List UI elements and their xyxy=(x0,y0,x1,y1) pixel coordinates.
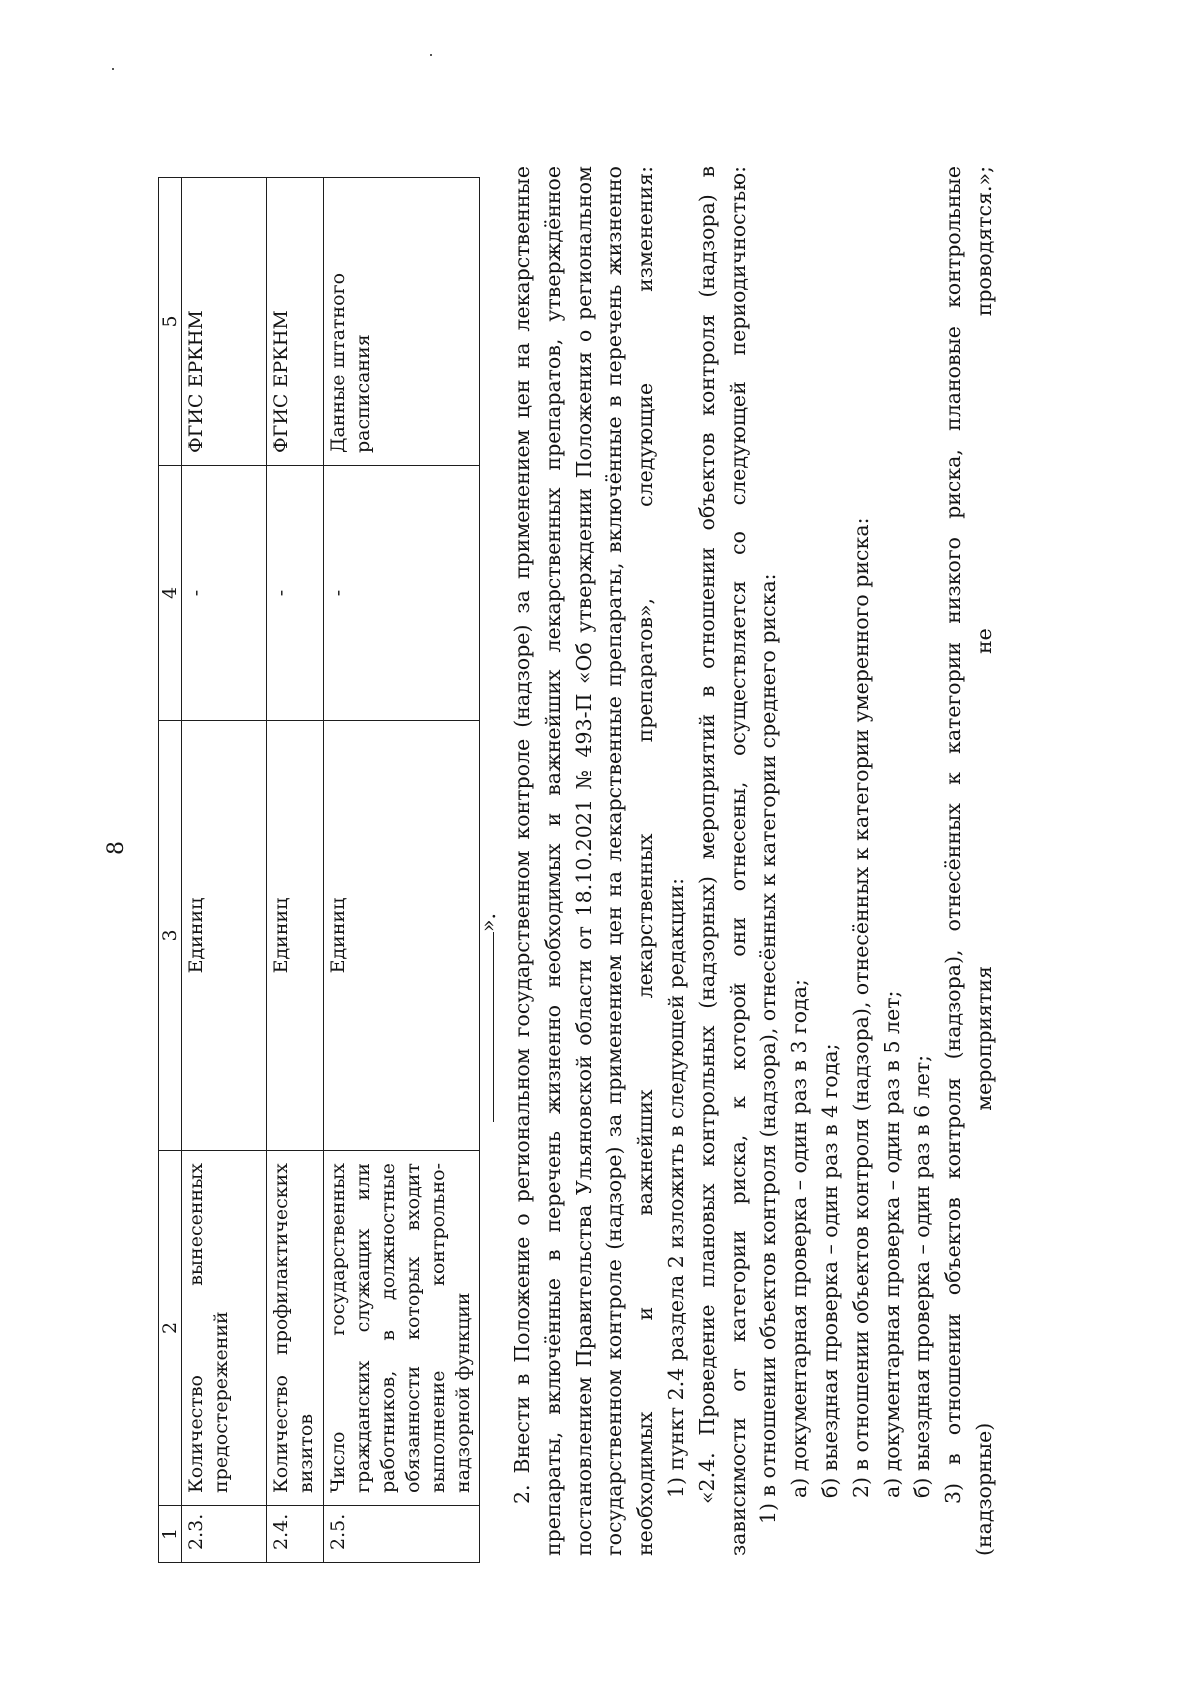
paragraph-item-1: 1) пункт 2.4 раздела 2 изложить в следующей редакции: xyxy=(663,877,688,1498)
category-1-b: б) выездная проверка – один раз в 4 года; xyxy=(817,1043,842,1498)
source-cell: ФГИС ЕРКНМ xyxy=(267,178,324,466)
category-1-a: а) документарная проверка – один раз в 3 года; xyxy=(787,979,812,1498)
category-2-a: а) документарная проверка – один раз в 5 лет; xyxy=(879,990,904,1498)
page-number: 8 xyxy=(104,841,129,855)
category-3: 3) в отношении объектов контроля (надзора), отнесённых к категории низкого риска, плановые контрольные (надзорные) мероприятия не проводятся.»; xyxy=(941,166,996,1556)
closing-quote: ». xyxy=(476,912,500,932)
row-number: 2.3. xyxy=(182,1506,267,1563)
indicator-name: Количество вынесенных предостережений xyxy=(182,1151,267,1506)
category-2-b: б) выездная проверка – один раз в 6 лет; xyxy=(910,1054,935,1498)
category-2: 2) в отношении объектов контроля (надзора), отнесённых к категории умеренного риска: xyxy=(848,517,873,1498)
table-header-cell: 3 xyxy=(159,721,182,1151)
paragraph-item-1-text: «2.4. Проведение плановых контрольных (надзорных) мероприятий в отношении объектов контроля (надзора) в зависимости от категории риска, к которой они отнесены, осуществляется со следующей периодичностью: xyxy=(694,166,750,1556)
unit-cell: Единиц xyxy=(324,721,480,1151)
rotated-document-page xyxy=(70,78,1130,1618)
column-4-cell: - xyxy=(182,466,267,721)
column-4-cell: - xyxy=(324,466,480,721)
row-number: 2.4. xyxy=(267,1506,324,1563)
indicators-table xyxy=(158,177,480,1563)
indicator-name: Число государственных гражданских служащих или работников, в должностные обязанности которых входит выполнение контрольно-надзорной функции xyxy=(324,1151,480,1506)
paragraph-2-intro: 2. Внести в Положение о региональном государственном контроле (надзоре) за применением цен на лекарственные препараты, включённые в перечень жизненно необходимых и важнейших лекарственных препаратов, утверждённое постановлением Правительства Ульяновской области от 18.10.2021 № 493-П «Об утверждении Положения о региональном государственном контроле (надзоре) за применением цен на лекарственные препараты, включённые в перечень жизненно необходимых и важнейших лекарственных препаратов», следующие изменения: xyxy=(510,166,658,1556)
table-header-cell: 4 xyxy=(159,466,182,721)
row-number: 2.5. xyxy=(324,1506,480,1563)
column-4-cell: - xyxy=(267,466,324,721)
table-row xyxy=(182,178,267,1563)
table-header-cell: 1 xyxy=(159,1506,182,1563)
table-header-row xyxy=(159,178,182,1563)
document-body xyxy=(473,166,1000,1556)
table-row xyxy=(324,178,480,1563)
closing-line xyxy=(473,166,507,1556)
table-header-cell: 2 xyxy=(159,1151,182,1506)
scan-speck xyxy=(112,68,114,70)
table-header-cell: 5 xyxy=(159,178,182,466)
blank-underline xyxy=(473,932,494,1122)
scan-speck xyxy=(430,54,432,56)
source-cell: Данные штатного расписания xyxy=(324,178,480,466)
unit-cell: Единиц xyxy=(267,721,324,1151)
category-1: 1) в отношении объектов контроля (надзора), отнесённых к категории среднего риска: xyxy=(756,573,781,1524)
table-row xyxy=(267,178,324,1563)
indicator-name: Количество профилактических визитов xyxy=(267,1151,324,1506)
unit-cell: Единиц xyxy=(182,721,267,1151)
source-cell: ФГИС ЕРКНМ xyxy=(182,178,267,466)
